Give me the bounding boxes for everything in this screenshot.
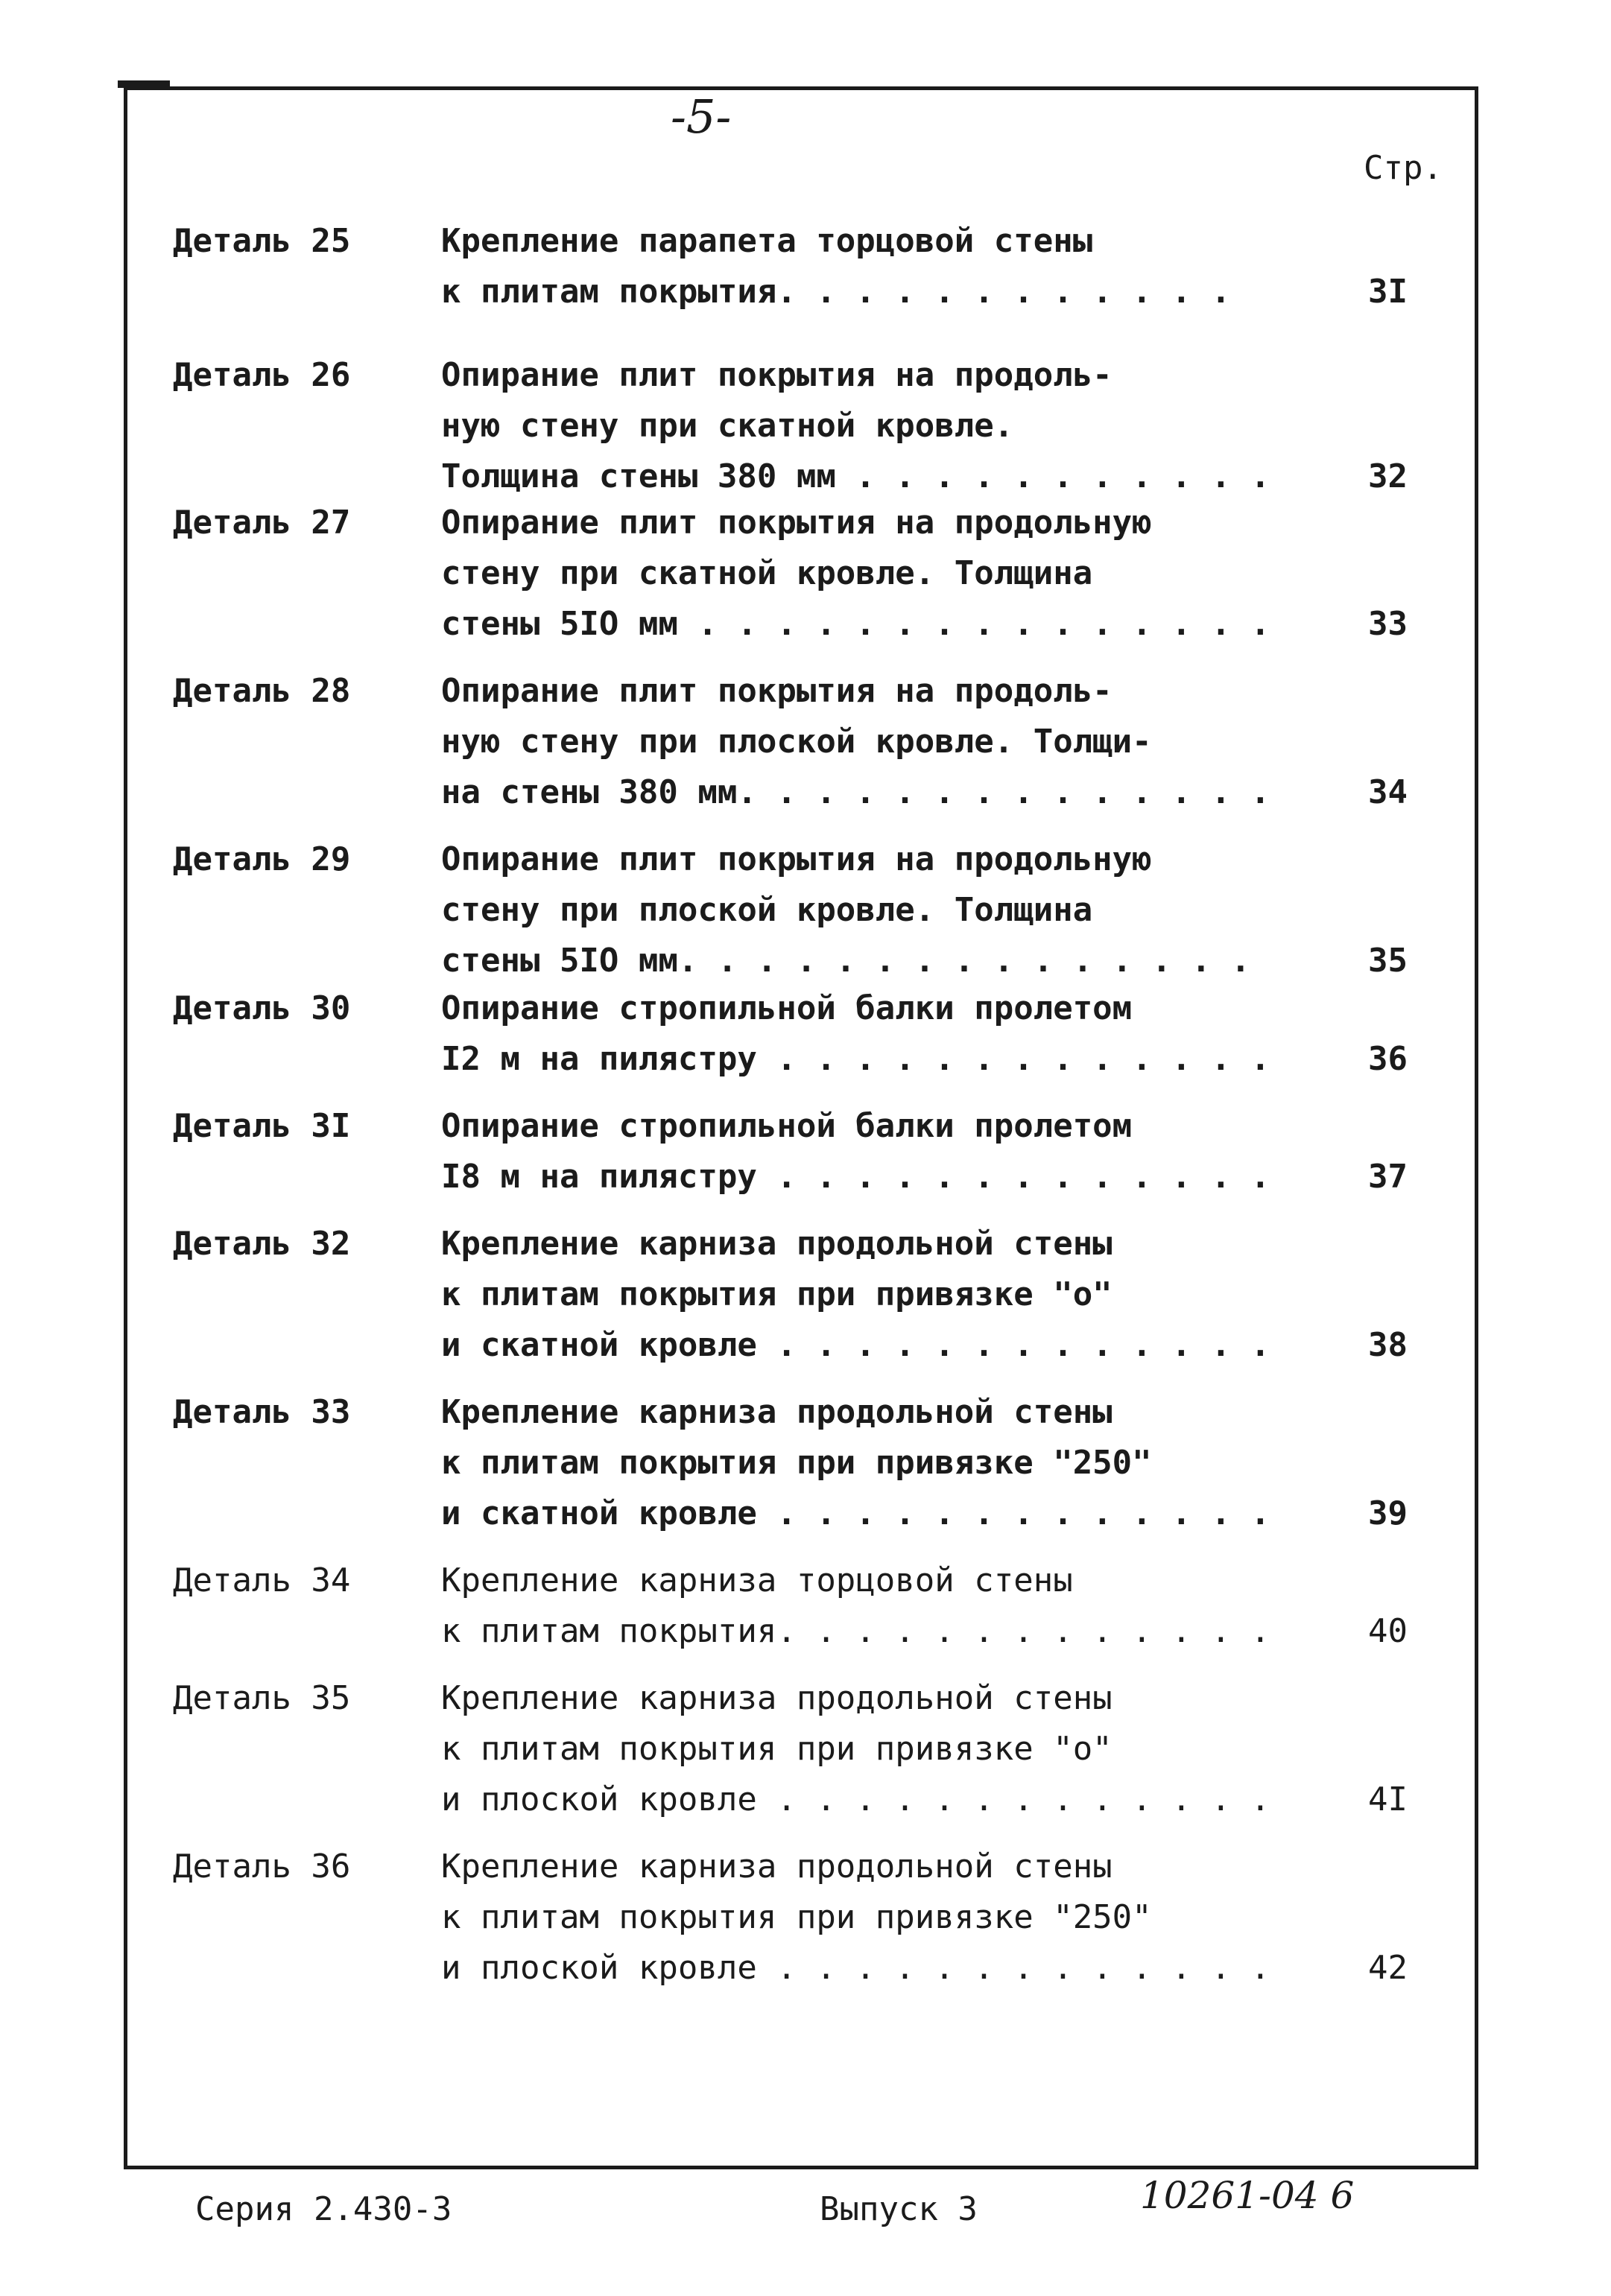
toc-entry-label: Деталь 32: [173, 1225, 351, 1263]
toc-entry-label: Деталь 3I: [173, 1107, 351, 1145]
toc-entry-line: и скатной кровле . . . . . . . . . . . . .: [441, 1494, 1270, 1532]
toc-entry-page: 39: [1368, 1494, 1408, 1532]
toc-entry-line: Крепление карниза торцовой стены: [441, 1561, 1073, 1599]
toc-entry-description: [441, 666, 1291, 818]
toc-entry-line: к плитам покрытия при привязке "250": [441, 1898, 1152, 1936]
toc-entry-line: и скатной кровле . . . . . . . . . . . . .: [441, 1326, 1270, 1364]
toc-entry-page: 36: [1368, 1040, 1408, 1078]
toc-entry-description: [441, 350, 1291, 502]
page-column-header: Стр.: [1364, 149, 1443, 187]
toc-entry-label: Деталь 33: [173, 1393, 351, 1431]
toc-entry-line: Крепление карниза продольной стены: [441, 1225, 1112, 1263]
toc-entry-line: к плитам покрытия. . . . . . . . . . . . .: [441, 1612, 1270, 1650]
toc-entry-line: Опирание плит покрытия на продольную: [441, 504, 1152, 542]
toc-entry-label: Деталь 27: [173, 504, 351, 542]
toc-entry-page: 40: [1368, 1612, 1408, 1650]
toc-entry-page: 37: [1368, 1158, 1408, 1196]
toc-entry-line: к плитам покрытия. . . . . . . . . . . .: [441, 273, 1231, 311]
toc-entry-line: Крепление парапета торцовой стены: [441, 222, 1093, 260]
toc-entry-label: Деталь 34: [173, 1561, 351, 1599]
toc-entry-line: и плоской кровле . . . . . . . . . . . . .: [441, 1780, 1270, 1818]
toc-entry-line: Опирание стропильной балки пролетом: [441, 1107, 1133, 1145]
toc-entry-page: 34: [1368, 773, 1408, 811]
toc-entry-line: Опирание плит покрытия на продольную: [441, 840, 1152, 878]
toc-entry-page: 38: [1368, 1326, 1408, 1364]
toc-entry-line: стену при скатной кровле. Толщина: [441, 554, 1093, 592]
toc-entry-line: Крепление карниза продольной стены: [441, 1393, 1112, 1431]
toc-entry-description: [441, 1555, 1291, 1657]
toc-entry-label: Деталь 25: [173, 222, 351, 260]
toc-entry-label: Деталь 35: [173, 1679, 351, 1717]
toc-entry-line: Толщина стены 380 мм . . . . . . . . . . .: [441, 457, 1270, 495]
toc-entry-description: [441, 1842, 1291, 1994]
toc-entry-line: I8 м на пилястру . . . . . . . . . . . . .: [441, 1158, 1270, 1196]
toc-entry-description: [441, 498, 1291, 650]
toc-entry-label: Деталь 29: [173, 840, 351, 878]
toc-entry-label: Деталь 26: [173, 356, 351, 394]
toc-entry-label: Деталь 28: [173, 672, 351, 710]
toc-entry-page: 42: [1368, 1949, 1408, 1987]
toc-entry-line: Опирание плит покрытия на продоль-: [441, 356, 1112, 394]
page-number: -5-: [671, 89, 732, 144]
toc-entry-description: [441, 834, 1291, 986]
toc-entry-line: Опирание стропильной балки пролетом: [441, 989, 1133, 1027]
toc-entry-line: Крепление карниза продольной стены: [441, 1848, 1112, 1886]
toc-entry-description: [441, 1219, 1291, 1371]
toc-entry-line: к плитам покрытия при привязке "о": [441, 1275, 1112, 1313]
toc-entry-description: [441, 983, 1291, 1085]
footer-issue: Выпуск 3: [820, 2190, 978, 2228]
toc-entry-description: [441, 216, 1291, 317]
toc-entry-description: [441, 1673, 1291, 1825]
footer-series: Серия 2.430-3: [195, 2190, 452, 2228]
toc-entry-line: стены 5IO мм. . . . . . . . . . . . . . .: [441, 942, 1251, 980]
toc-entry-line: стены 5IO мм . . . . . . . . . . . . . . .: [441, 605, 1270, 643]
toc-entry-line: на стены 380 мм. . . . . . . . . . . . . .: [441, 773, 1270, 811]
toc-entry-line: Крепление карниза продольной стены: [441, 1679, 1112, 1717]
toc-entry-page: 4I: [1368, 1780, 1408, 1818]
toc-entry-page: 32: [1368, 457, 1408, 495]
toc-entry-page: 3I: [1368, 273, 1408, 311]
toc-entry-line: ную стену при скатной кровле.: [441, 407, 1014, 445]
toc-entry-label: Деталь 30: [173, 989, 351, 1027]
toc-entry-line: стену при плоской кровле. Толщина: [441, 891, 1093, 929]
toc-entry-page: 33: [1368, 605, 1408, 643]
toc-entry-description: [441, 1387, 1291, 1539]
toc-entry-line: I2 м на пилястру . . . . . . . . . . . . .: [441, 1040, 1270, 1078]
toc-entry-line: Опирание плит покрытия на продоль-: [441, 672, 1112, 710]
toc-entry-description: [441, 1101, 1291, 1202]
toc-entry-line: к плитам покрытия при привязке "о": [441, 1730, 1112, 1768]
footer-handwritten-number: 10261-04 6: [1140, 2174, 1355, 2217]
toc-entry-label: Деталь 36: [173, 1848, 351, 1886]
toc-entry-page: 35: [1368, 942, 1408, 980]
toc-entry-line: к плитам покрытия при привязке "250": [441, 1444, 1152, 1482]
toc-entry-line: ную стену при плоской кровле. Толщи-: [441, 723, 1152, 761]
toc-entry-line: и плоской кровле . . . . . . . . . . . . .: [441, 1949, 1270, 1987]
